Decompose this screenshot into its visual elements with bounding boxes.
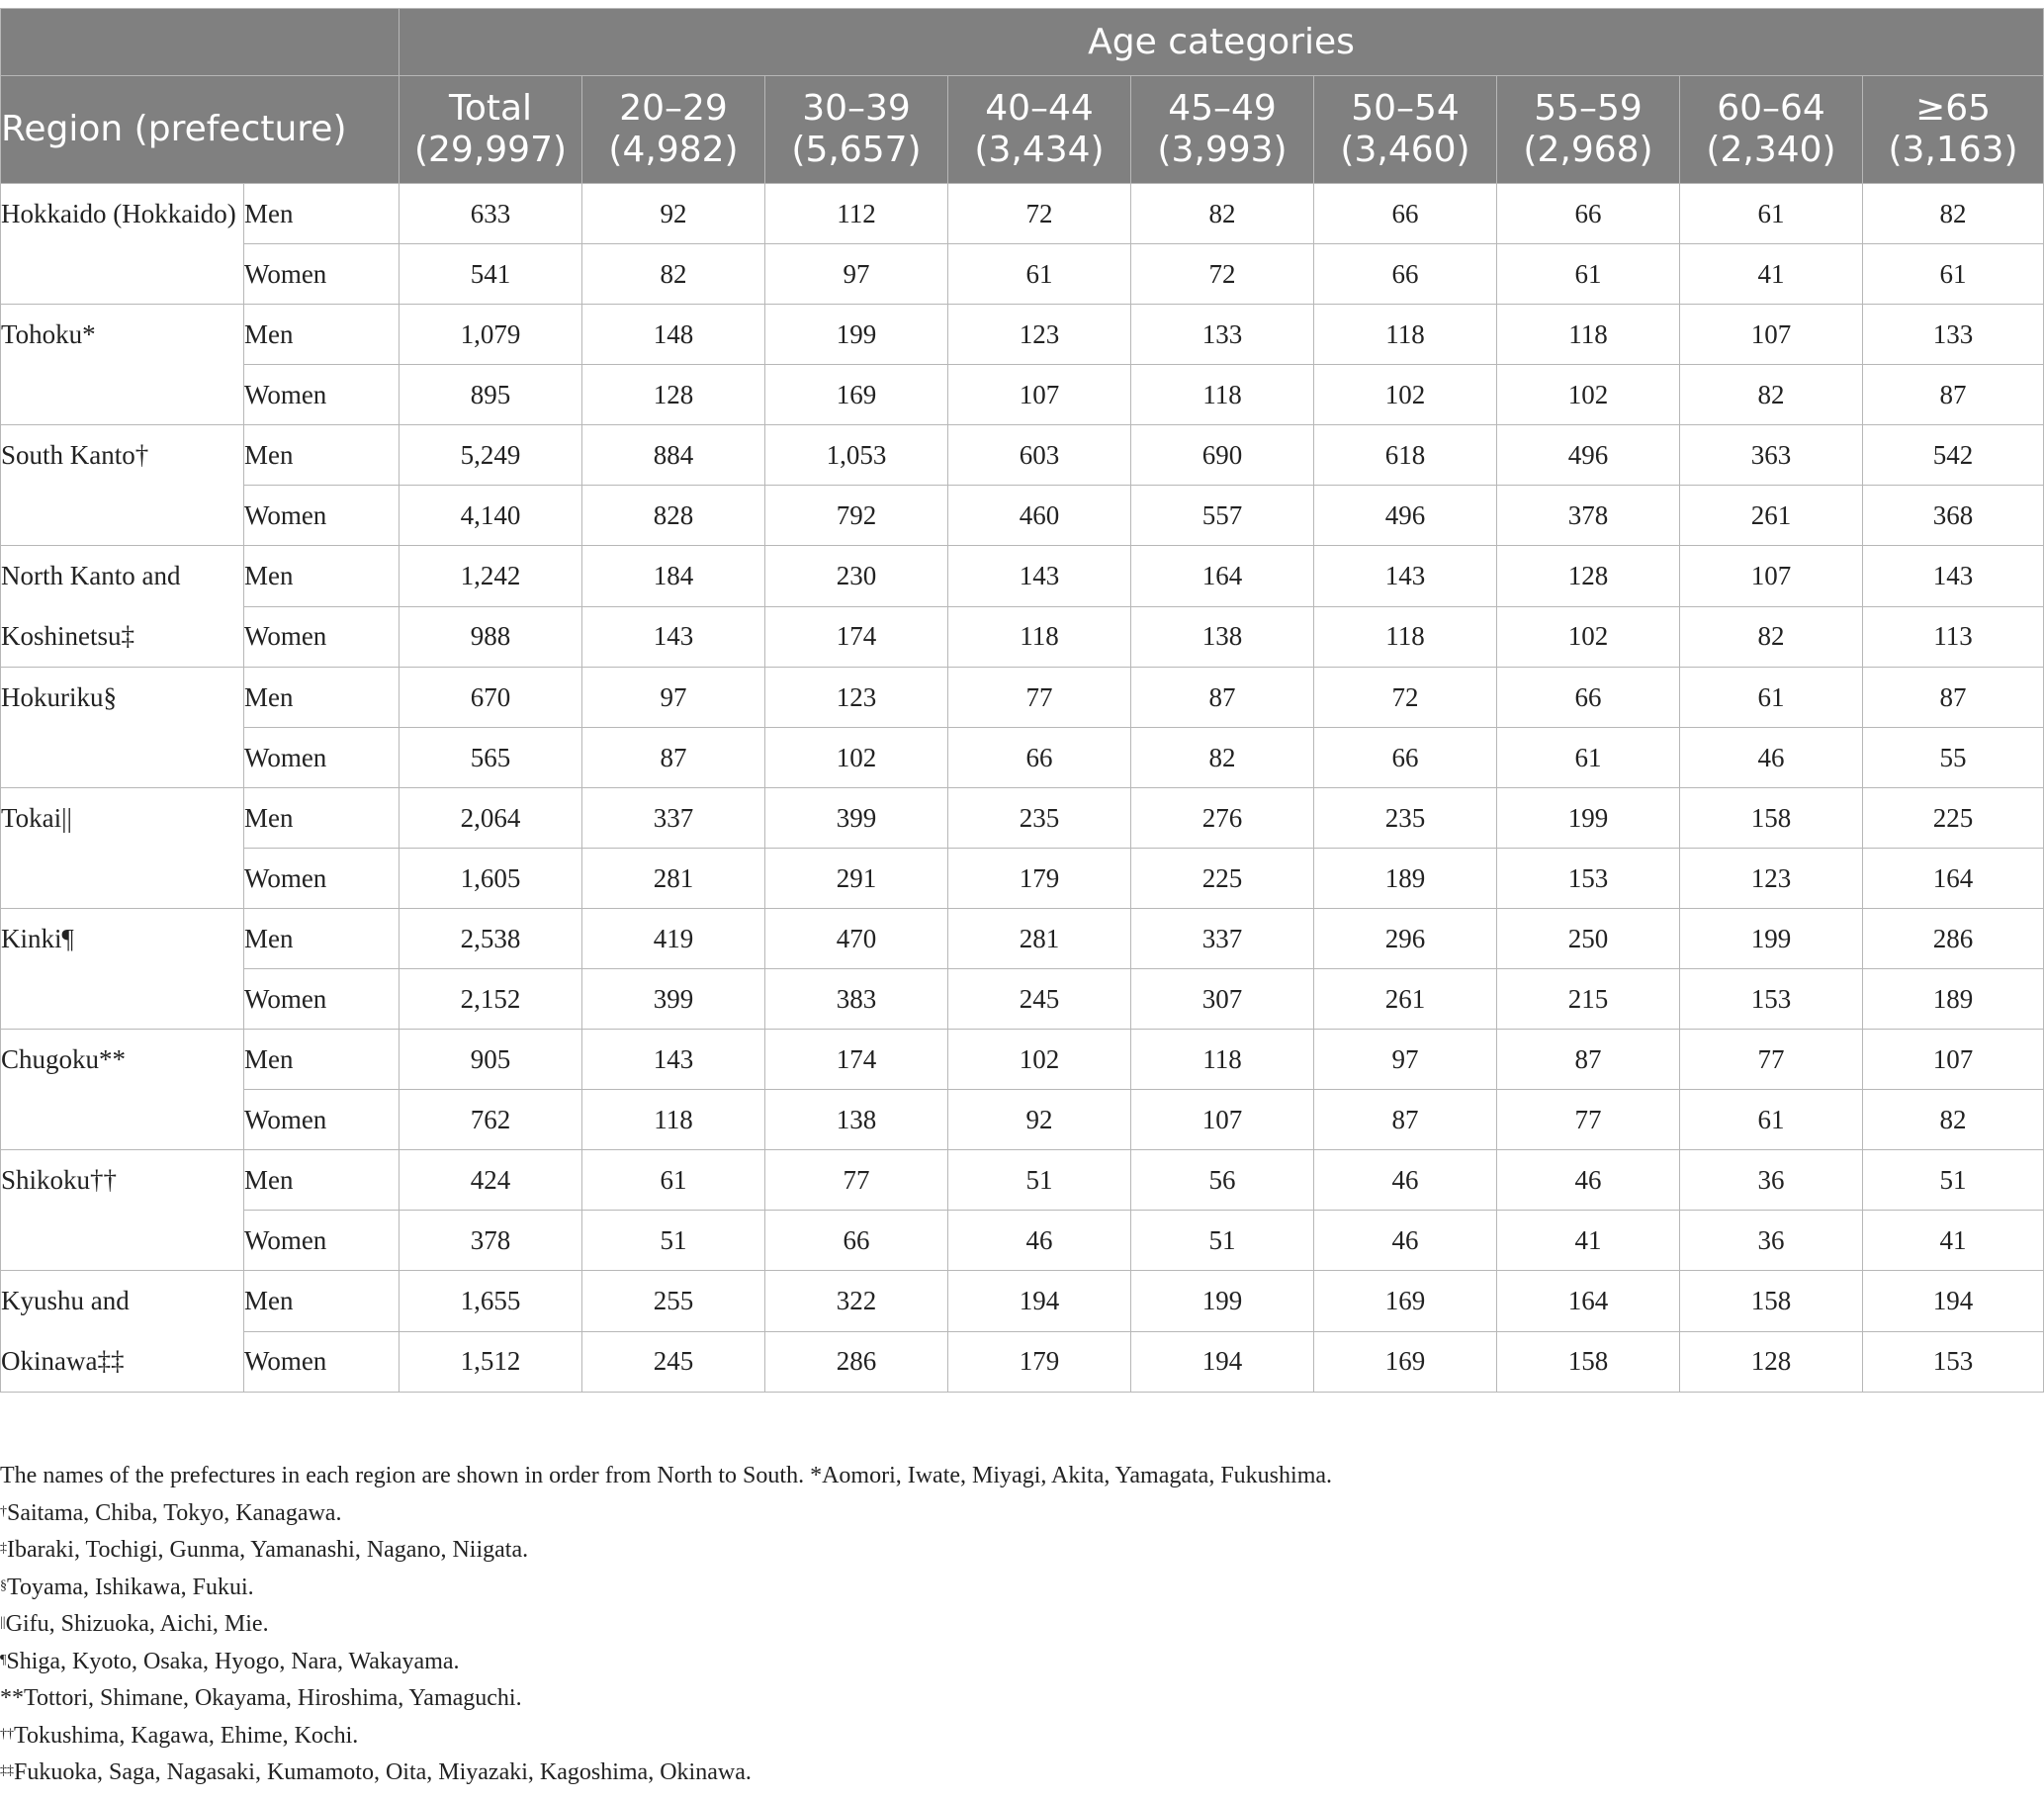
table-row — [1, 1331, 2044, 1393]
age-categories-header: Age categories — [400, 9, 2044, 76]
value-cell: 133 — [1863, 305, 2044, 365]
age-column-header — [765, 76, 948, 184]
table-row — [1, 244, 2044, 305]
value-cell: 1,655 — [400, 1271, 582, 1332]
value-cell: 87 — [1863, 668, 2044, 728]
region-cell: North Kanto and Koshinetsu‡ — [1, 546, 244, 668]
value-cell: 225 — [1863, 788, 2044, 849]
column-count: (2,968) — [1523, 130, 1653, 170]
table-footnotes — [0, 1458, 2037, 1792]
value-cell: 1,242 — [400, 546, 582, 607]
column-count: (5,657) — [791, 130, 922, 170]
value-cell: 565 — [400, 728, 582, 788]
value-cell: 41 — [1497, 1211, 1680, 1271]
value-cell: 828 — [582, 486, 765, 546]
table-row — [1, 546, 2044, 607]
footnote-line — [0, 1458, 2037, 1495]
value-cell: 194 — [1863, 1271, 2044, 1332]
value-cell: 164 — [1497, 1271, 1680, 1332]
value-cell: 4,140 — [400, 486, 582, 546]
value-cell: 368 — [1863, 486, 2044, 546]
value-cell: 245 — [582, 1331, 765, 1393]
value-cell: 133 — [1131, 305, 1314, 365]
sex-cell: Men — [244, 668, 400, 728]
value-cell: 281 — [948, 909, 1131, 969]
value-cell: 66 — [1314, 728, 1497, 788]
age-column-header — [582, 76, 765, 184]
value-cell: 378 — [1497, 486, 1680, 546]
table-row — [1, 969, 2044, 1030]
age-column-header — [1314, 76, 1497, 184]
column-label: 45–49 — [1168, 88, 1277, 129]
value-cell: 92 — [948, 1090, 1131, 1150]
age-column-header — [1131, 76, 1314, 184]
region-cell: Kinki¶ — [1, 909, 244, 1030]
region-cell: Hokkaido (Hokkaido) — [1, 184, 244, 305]
value-cell: 97 — [1314, 1030, 1497, 1090]
footnote-mark: †† — [0, 1726, 14, 1742]
value-cell: 87 — [1131, 668, 1314, 728]
sex-cell: Women — [244, 728, 400, 788]
table-row — [1, 425, 2044, 486]
value-cell: 61 — [1680, 184, 1863, 244]
table-row — [1, 668, 2044, 728]
table-row — [1, 486, 2044, 546]
value-cell: 107 — [1680, 546, 1863, 607]
sex-cell: Men — [244, 788, 400, 849]
value-cell: 1,512 — [400, 1331, 582, 1393]
value-cell: 61 — [1680, 668, 1863, 728]
value-cell: 557 — [1131, 486, 1314, 546]
value-cell: 235 — [1314, 788, 1497, 849]
value-cell: 158 — [1680, 1271, 1863, 1332]
value-cell: 424 — [400, 1150, 582, 1211]
sex-cell: Women — [244, 849, 400, 909]
value-cell: 792 — [765, 486, 948, 546]
footnote-text: Toyama, Ishikawa, Fukui. — [7, 1574, 254, 1600]
value-cell: 112 — [765, 184, 948, 244]
value-cell: 66 — [1497, 668, 1680, 728]
value-cell: 169 — [1314, 1271, 1497, 1332]
value-cell: 82 — [1863, 184, 2044, 244]
value-cell: 905 — [400, 1030, 582, 1090]
value-cell: 383 — [765, 969, 948, 1030]
value-cell: 138 — [1131, 606, 1314, 668]
value-cell: 143 — [1863, 546, 2044, 607]
value-cell: 46 — [948, 1211, 1131, 1271]
column-count: (2,340) — [1706, 130, 1836, 170]
value-cell: 179 — [948, 849, 1131, 909]
value-cell: 128 — [1497, 546, 1680, 607]
value-cell: 61 — [1680, 1090, 1863, 1150]
value-cell: 46 — [1314, 1150, 1497, 1211]
value-cell: 143 — [948, 546, 1131, 607]
value-cell: 51 — [1863, 1150, 2044, 1211]
column-label: 20–29 — [619, 88, 728, 129]
value-cell: 102 — [948, 1030, 1131, 1090]
value-cell: 97 — [582, 668, 765, 728]
value-cell: 291 — [765, 849, 948, 909]
value-cell: 399 — [765, 788, 948, 849]
value-cell: 199 — [765, 305, 948, 365]
table-row — [1, 606, 2044, 668]
sex-cell: Men — [244, 546, 400, 607]
value-cell: 82 — [1680, 365, 1863, 425]
sex-cell: Men — [244, 909, 400, 969]
value-cell: 153 — [1497, 849, 1680, 909]
header-row-columns — [1, 76, 2044, 184]
value-cell: 102 — [1497, 606, 1680, 668]
value-cell: 670 — [400, 668, 582, 728]
value-cell: 46 — [1680, 728, 1863, 788]
region-cell: Tokai|| — [1, 788, 244, 909]
footnote-line — [0, 1532, 2037, 1570]
table-row — [1, 365, 2044, 425]
value-cell: 363 — [1680, 425, 1863, 486]
value-cell: 542 — [1863, 425, 2044, 486]
age-column-header — [1680, 76, 1863, 184]
value-cell: 164 — [1131, 546, 1314, 607]
column-count: (3,993) — [1157, 130, 1288, 170]
value-cell: 118 — [1314, 305, 1497, 365]
value-cell: 102 — [765, 728, 948, 788]
footnote-text: Shiga, Kyoto, Osaka, Hyogo, Nara, Wakayama. — [6, 1648, 460, 1674]
value-cell: 148 — [582, 305, 765, 365]
column-label: Total — [448, 88, 533, 129]
table-row — [1, 1090, 2044, 1150]
region-cell: Tohoku* — [1, 305, 244, 425]
value-cell: 118 — [1497, 305, 1680, 365]
column-count: (4,982) — [608, 130, 739, 170]
value-cell: 250 — [1497, 909, 1680, 969]
column-count: (3,460) — [1340, 130, 1470, 170]
value-cell: 102 — [1314, 365, 1497, 425]
value-cell: 87 — [1863, 365, 2044, 425]
footnote-line — [0, 1718, 2037, 1756]
value-cell: 419 — [582, 909, 765, 969]
value-cell: 143 — [582, 1030, 765, 1090]
table-row — [1, 1271, 2044, 1332]
region-cell: Shikoku†† — [1, 1150, 244, 1271]
footnote-text: **Tottori, Shimane, Okayama, Hiroshima, Yamaguchi. — [0, 1685, 522, 1711]
value-cell: 199 — [1131, 1271, 1314, 1332]
sex-cell: Women — [244, 606, 400, 668]
value-cell: 66 — [765, 1211, 948, 1271]
value-cell: 1,053 — [765, 425, 948, 486]
table-row — [1, 788, 2044, 849]
footnote-text: Saitama, Chiba, Tokyo, Kanagawa. — [7, 1499, 342, 1526]
value-cell: 97 — [765, 244, 948, 305]
sex-cell: Men — [244, 1150, 400, 1211]
value-cell: 92 — [582, 184, 765, 244]
value-cell: 61 — [1863, 244, 2044, 305]
value-cell: 77 — [1497, 1090, 1680, 1150]
column-count: (29,997) — [413, 130, 568, 170]
value-cell: 82 — [1131, 184, 1314, 244]
value-cell: 102 — [1497, 365, 1680, 425]
value-cell: 307 — [1131, 969, 1314, 1030]
value-cell: 138 — [765, 1090, 948, 1150]
value-cell: 378 — [400, 1211, 582, 1271]
value-cell: 286 — [1863, 909, 2044, 969]
value-cell: 51 — [1131, 1211, 1314, 1271]
column-label: 55–59 — [1534, 88, 1643, 129]
value-cell: 87 — [582, 728, 765, 788]
value-cell: 988 — [400, 606, 582, 668]
sex-cell: Men — [244, 184, 400, 244]
region-column-header: Region (prefecture) — [1, 76, 400, 184]
value-cell: 51 — [582, 1211, 765, 1271]
sex-cell: Women — [244, 969, 400, 1030]
footnote-line — [0, 1680, 2037, 1718]
value-cell: 618 — [1314, 425, 1497, 486]
value-cell: 261 — [1680, 486, 1863, 546]
column-count: (3,163) — [1888, 130, 2018, 170]
value-cell: 118 — [1314, 606, 1497, 668]
value-cell: 55 — [1863, 728, 2044, 788]
value-cell: 82 — [1863, 1090, 2044, 1150]
value-cell: 460 — [948, 486, 1131, 546]
table-row — [1, 909, 2044, 969]
value-cell: 77 — [948, 668, 1131, 728]
value-cell: 46 — [1497, 1150, 1680, 1211]
age-column-header — [1497, 76, 1680, 184]
footnote-mark: § — [0, 1577, 7, 1593]
value-cell: 2,064 — [400, 788, 582, 849]
age-column-header — [400, 76, 582, 184]
value-cell: 2,538 — [400, 909, 582, 969]
value-cell: 255 — [582, 1271, 765, 1332]
region-cell: Kyushu and Okinawa‡‡ — [1, 1271, 244, 1393]
footnote-line — [0, 1755, 2037, 1792]
table-header — [1, 9, 2044, 184]
column-label: 60–64 — [1717, 88, 1825, 129]
value-cell: 118 — [1131, 365, 1314, 425]
footnote-mark: ‡‡ — [0, 1763, 14, 1778]
value-cell: 1,605 — [400, 849, 582, 909]
value-cell: 128 — [582, 365, 765, 425]
sex-cell: Women — [244, 1090, 400, 1150]
value-cell: 496 — [1497, 425, 1680, 486]
value-cell: 72 — [948, 184, 1131, 244]
column-label: ≥65 — [1915, 88, 1992, 129]
footnote-line — [0, 1644, 2037, 1681]
column-label: 50–54 — [1351, 88, 1460, 129]
sex-cell: Men — [244, 1030, 400, 1090]
value-cell: 541 — [400, 244, 582, 305]
value-cell: 36 — [1680, 1211, 1863, 1271]
value-cell: 41 — [1863, 1211, 2044, 1271]
value-cell: 322 — [765, 1271, 948, 1332]
value-cell: 179 — [948, 1331, 1131, 1393]
footnote-text: Tokushima, Kagawa, Ehime, Kochi. — [14, 1722, 359, 1749]
value-cell: 5,249 — [400, 425, 582, 486]
region-cell: Hokuriku§ — [1, 668, 244, 788]
value-cell: 61 — [1497, 728, 1680, 788]
value-cell: 158 — [1680, 788, 1863, 849]
value-cell: 82 — [1131, 728, 1314, 788]
value-cell: 61 — [948, 244, 1131, 305]
value-cell: 153 — [1863, 1331, 2044, 1393]
header-corner-cell — [1, 9, 400, 76]
value-cell: 36 — [1680, 1150, 1863, 1211]
value-cell: 281 — [582, 849, 765, 909]
value-cell: 174 — [765, 606, 948, 668]
value-cell: 235 — [948, 788, 1131, 849]
table-row — [1, 184, 2044, 244]
population-table — [0, 8, 2044, 1393]
value-cell: 762 — [400, 1090, 582, 1150]
sex-cell: Women — [244, 486, 400, 546]
value-cell: 189 — [1863, 969, 2044, 1030]
value-cell: 496 — [1314, 486, 1497, 546]
value-cell: 286 — [765, 1331, 948, 1393]
value-cell: 189 — [1314, 849, 1497, 909]
value-cell: 164 — [1863, 849, 2044, 909]
value-cell: 399 — [582, 969, 765, 1030]
value-cell: 66 — [1497, 184, 1680, 244]
value-cell: 296 — [1314, 909, 1497, 969]
value-cell: 82 — [582, 244, 765, 305]
value-cell: 1,079 — [400, 305, 582, 365]
value-cell: 143 — [582, 606, 765, 668]
sex-cell: Men — [244, 1271, 400, 1332]
value-cell: 337 — [582, 788, 765, 849]
table-row — [1, 849, 2044, 909]
value-cell: 72 — [1131, 244, 1314, 305]
footnote-text: The names of the prefectures in each region are shown in order from North to South. *Aomori, Iwate, Miyagi, Akita, Yamagata, Fukushima. — [0, 1463, 1333, 1488]
value-cell: 143 — [1314, 546, 1497, 607]
table-row — [1, 1150, 2044, 1211]
table-row — [1, 305, 2044, 365]
footnote-mark: † — [0, 1503, 7, 1519]
sex-cell: Men — [244, 305, 400, 365]
value-cell: 113 — [1863, 606, 2044, 668]
value-cell: 633 — [400, 184, 582, 244]
footnote-mark: ¶ — [0, 1652, 7, 1667]
value-cell: 128 — [1680, 1331, 1863, 1393]
value-cell: 215 — [1497, 969, 1680, 1030]
value-cell: 61 — [582, 1150, 765, 1211]
value-cell: 107 — [1131, 1090, 1314, 1150]
value-cell: 66 — [1314, 244, 1497, 305]
table-row — [1, 1211, 2044, 1271]
value-cell: 245 — [948, 969, 1131, 1030]
value-cell: 56 — [1131, 1150, 1314, 1211]
value-cell: 51 — [948, 1150, 1131, 1211]
footnote-line — [0, 1606, 2037, 1644]
value-cell: 87 — [1314, 1090, 1497, 1150]
value-cell: 123 — [1680, 849, 1863, 909]
document-page — [0, 8, 2044, 1785]
value-cell: 603 — [948, 425, 1131, 486]
value-cell: 690 — [1131, 425, 1314, 486]
footnote-mark: || — [0, 1615, 6, 1630]
footnote-text: Ibaraki, Tochigi, Gunma, Yamanashi, Nagano, Niigata. — [7, 1537, 529, 1563]
value-cell: 158 — [1497, 1331, 1680, 1393]
footnote-line — [0, 1495, 2037, 1533]
value-cell: 118 — [582, 1090, 765, 1150]
value-cell: 895 — [400, 365, 582, 425]
value-cell: 194 — [948, 1271, 1131, 1332]
value-cell: 82 — [1680, 606, 1863, 668]
value-cell: 230 — [765, 546, 948, 607]
column-count: (3,434) — [974, 130, 1105, 170]
value-cell: 153 — [1680, 969, 1863, 1030]
table-row — [1, 728, 2044, 788]
column-label: 30–39 — [802, 88, 911, 129]
value-cell: 77 — [1680, 1030, 1863, 1090]
value-cell: 174 — [765, 1030, 948, 1090]
value-cell: 107 — [1680, 305, 1863, 365]
column-label: 40–44 — [985, 88, 1094, 129]
table-body — [1, 184, 2044, 1393]
value-cell: 261 — [1314, 969, 1497, 1030]
value-cell: 118 — [1131, 1030, 1314, 1090]
value-cell: 72 — [1314, 668, 1497, 728]
value-cell: 66 — [948, 728, 1131, 788]
sex-cell: Women — [244, 1331, 400, 1393]
value-cell: 194 — [1131, 1331, 1314, 1393]
value-cell: 199 — [1680, 909, 1863, 969]
header-row-group — [1, 9, 2044, 76]
value-cell: 884 — [582, 425, 765, 486]
age-column-header — [1863, 76, 2044, 184]
sex-cell: Women — [244, 365, 400, 425]
value-cell: 61 — [1497, 244, 1680, 305]
value-cell: 169 — [1314, 1331, 1497, 1393]
value-cell: 87 — [1497, 1030, 1680, 1090]
value-cell: 169 — [765, 365, 948, 425]
value-cell: 41 — [1680, 244, 1863, 305]
value-cell: 123 — [948, 305, 1131, 365]
value-cell: 2,152 — [400, 969, 582, 1030]
value-cell: 123 — [765, 668, 948, 728]
footnote-text: Fukuoka, Saga, Nagasaki, Kumamoto, Oita, Miyazaki, Kagoshima, Okinawa. — [14, 1759, 752, 1785]
value-cell: 46 — [1314, 1211, 1497, 1271]
region-cell: South Kanto† — [1, 425, 244, 546]
sex-cell: Women — [244, 1211, 400, 1271]
value-cell: 66 — [1314, 184, 1497, 244]
age-column-header — [948, 76, 1131, 184]
value-cell: 199 — [1497, 788, 1680, 849]
value-cell: 184 — [582, 546, 765, 607]
value-cell: 77 — [765, 1150, 948, 1211]
sex-cell: Men — [244, 425, 400, 486]
value-cell: 470 — [765, 909, 948, 969]
table-row — [1, 1030, 2044, 1090]
footnote-text: Gifu, Shizuoka, Aichi, Mie. — [5, 1611, 269, 1637]
value-cell: 107 — [948, 365, 1131, 425]
footnote-mark: ‡ — [0, 1541, 7, 1556]
value-cell: 276 — [1131, 788, 1314, 849]
sex-cell: Women — [244, 244, 400, 305]
value-cell: 225 — [1131, 849, 1314, 909]
value-cell: 118 — [948, 606, 1131, 668]
value-cell: 337 — [1131, 909, 1314, 969]
footnote-line — [0, 1570, 2037, 1607]
region-cell: Chugoku** — [1, 1030, 244, 1150]
value-cell: 107 — [1863, 1030, 2044, 1090]
